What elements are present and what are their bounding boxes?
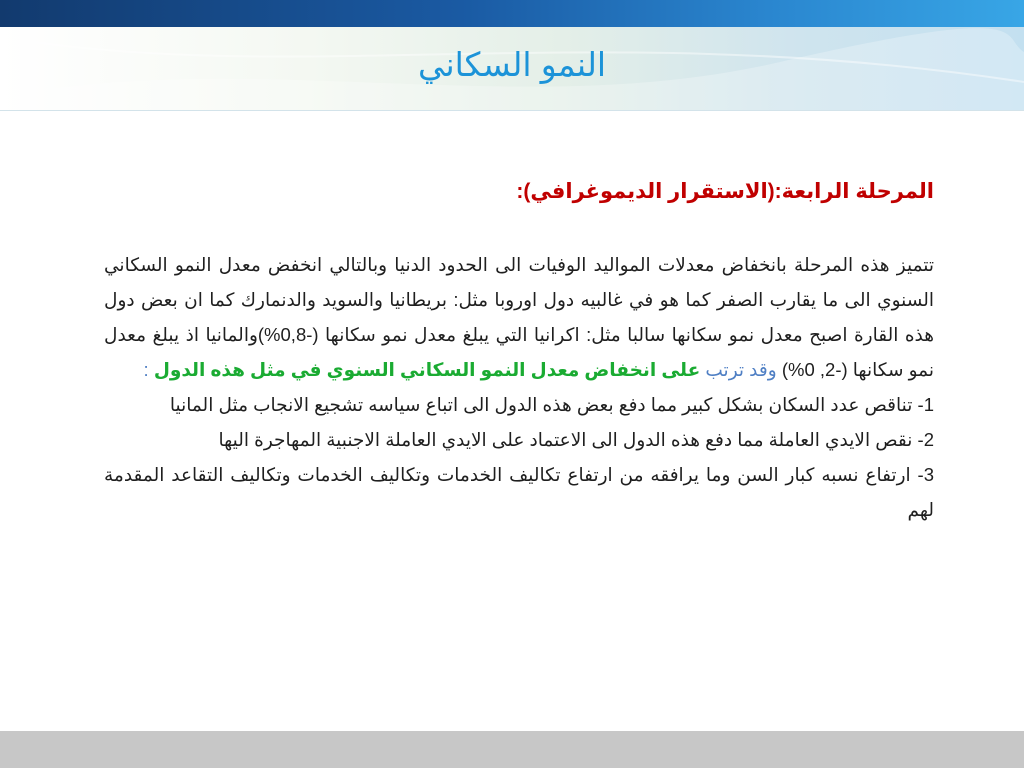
consequence-colon: : bbox=[143, 359, 154, 380]
list-item-1: 1- تناقص عدد السكان بشكل كبير مما دفع بعض هذه الدول الى اتباع سياسه تشجيع الانجاب مثل المانيا bbox=[169, 394, 934, 415]
list-item-3: 3- ارتفاع نسبه كبار السن وما يرافقه من ارتفاع تكاليف الخدمات وتكاليف الخدمات وتكاليف التقاعد المقدمة لهم bbox=[104, 464, 934, 520]
consequence-lead-text: وقد ترتب bbox=[705, 359, 782, 380]
consequence-topic-text: على انخفاض معدل النمو السكاني السنوي في مثل هذه الدول bbox=[153, 359, 706, 380]
slide-body bbox=[104, 172, 934, 527]
main-paragraph bbox=[104, 247, 934, 387]
list-item-2: 2- نقص الايدي العاملة مما دفع هذه الدول الى الاعتماد على الايدي العاملة الاجنبية المهاجرة اليها bbox=[218, 429, 934, 450]
main-paragraph-text: تتميز هذه المرحلة بانخفاض معدلات المواليد الوفيات الى الحدود الدنيا وبالتالي انخفض معدل النمو السكاني السنوي الى ما يقارب الصفر كما هو في غالبيه دول اوروبا مثل: بريطانيا والسويد والدنمارك كما ان بعض دول هذه القارة اصبح معدل نمو سكانها سالبا مثل: اكرانيا التي يبلغ معدل نمو سكانها (-0,8%)والمانيا اذ يبلغ معدل نمو سكانها (-2, 0%) bbox=[104, 254, 934, 380]
slide-title: النمو السكاني bbox=[417, 46, 607, 83]
blank-line bbox=[104, 212, 934, 247]
bottom-footer-bar bbox=[0, 731, 1024, 768]
section-heading: المرحلة الرابعة:(الاستقرار الديموغرافي): bbox=[516, 180, 934, 203]
top-decorative-bar bbox=[0, 0, 1024, 27]
